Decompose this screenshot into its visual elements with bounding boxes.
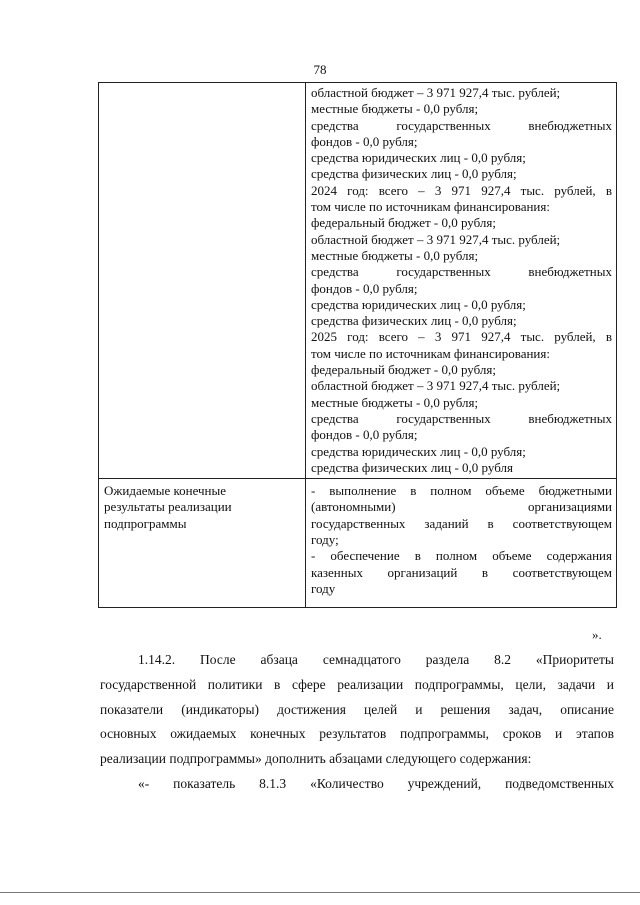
funding-line: местные бюджеты - 0,0 рубля; <box>311 394 479 410</box>
expected-results-label-cell <box>99 479 306 608</box>
funding-line: том числе по источникам финансирования: <box>311 345 550 361</box>
expected-results-line: - выполнение в полном объеме бюджетными <box>311 483 612 499</box>
expected-results-line: году <box>311 580 336 596</box>
funding-line: местные бюджеты - 0,0 рубля; <box>311 247 479 263</box>
funding-line: средства государственных внебюджетных <box>311 410 612 426</box>
closing-quote: ». <box>592 627 602 642</box>
funding-line: том числе по источникам финансирования: <box>311 199 550 215</box>
expected-results-line: государственных заданий в соответствующем <box>311 515 612 531</box>
funding-line: 2025 год: всего – 3 971 927,4 тыс. рублей, в <box>311 329 612 345</box>
expected-results-value-cell <box>306 479 617 608</box>
funding-line: средства юридических лиц - 0,0 рубля; <box>311 150 526 166</box>
funding-line: областной бюджет – 3 971 927,4 тыс. рублей; <box>311 231 561 247</box>
table-row-funding <box>99 83 617 479</box>
paragraph-line: 1.14.2. После абзаца семнадцатого раздела 8.2 «Приоритеты <box>138 652 614 667</box>
page-bottom-rule <box>0 892 640 893</box>
funding-line: средства физических лиц - 0,0 рубля <box>311 459 513 475</box>
funding-line: средства юридических лиц - 0,0 рубля; <box>311 296 526 312</box>
funding-line: средства государственных внебюджетных <box>311 117 612 133</box>
table-row-expected-results <box>99 479 617 608</box>
expected-results-line: - обеспечение в полном объеме содержания <box>311 548 612 564</box>
funding-line: 2024 год: всего – 3 971 927,4 тыс. рублей, в <box>311 182 612 198</box>
expected-results-label-line: результаты реализации <box>104 499 232 515</box>
funding-line: средства физических лиц - 0,0 рубля; <box>311 166 517 182</box>
funding-line: областной бюджет – 3 971 927,4 тыс. рублей; <box>311 85 561 100</box>
funding-line: областной бюджет – 3 971 927,4 тыс. рублей; <box>311 378 561 394</box>
paragraph-line: реализации подпрограммы» дополнить абзацами следующего содержания: <box>100 751 532 767</box>
funding-value-cell <box>306 83 617 479</box>
funding-line: местные бюджеты - 0,0 рубля; <box>311 101 479 117</box>
funding-line: фондов - 0,0 рубля; <box>311 280 418 296</box>
amendment-paragraph <box>100 648 614 797</box>
funding-line: средства физических лиц - 0,0 рубля; <box>311 313 517 329</box>
expected-results-label-line: подпрограммы <box>104 515 187 531</box>
funding-line: средства государственных внебюджетных <box>311 264 612 280</box>
paragraph-line: показатели (индикаторы) достижения целей и решения задач, описание <box>100 701 614 717</box>
funding-line: федеральный бюджет - 0,0 рубля; <box>311 362 497 378</box>
page-number: 78 <box>313 62 327 77</box>
paragraph-line: основных ожидаемых конечных результатов подпрограммы, сроков и этапов <box>100 726 614 742</box>
expected-results-line: (автономными) организациями <box>311 499 612 515</box>
expected-results-line: казенных организаций в соответствующем <box>311 564 612 580</box>
subprogram-passport-table <box>98 82 617 608</box>
funding-line: фондов - 0,0 рубля; <box>311 427 418 443</box>
paragraph-line: «- показатель 8.1.3 «Количество учреждений, подведомственных <box>138 775 614 791</box>
expected-results-line: году; <box>311 532 339 548</box>
funding-line: фондов - 0,0 рубля; <box>311 133 418 149</box>
paragraph-line: государственной политики в сфере реализации подпрограммы, цели, задачи и <box>100 676 614 692</box>
expected-results-label-line: Ожидаемые конечные <box>104 483 227 499</box>
funding-line: федеральный бюджет - 0,0 рубля; <box>311 215 497 231</box>
funding-line: средства юридических лиц - 0,0 рубля; <box>311 443 526 459</box>
funding-label-cell <box>99 83 306 479</box>
